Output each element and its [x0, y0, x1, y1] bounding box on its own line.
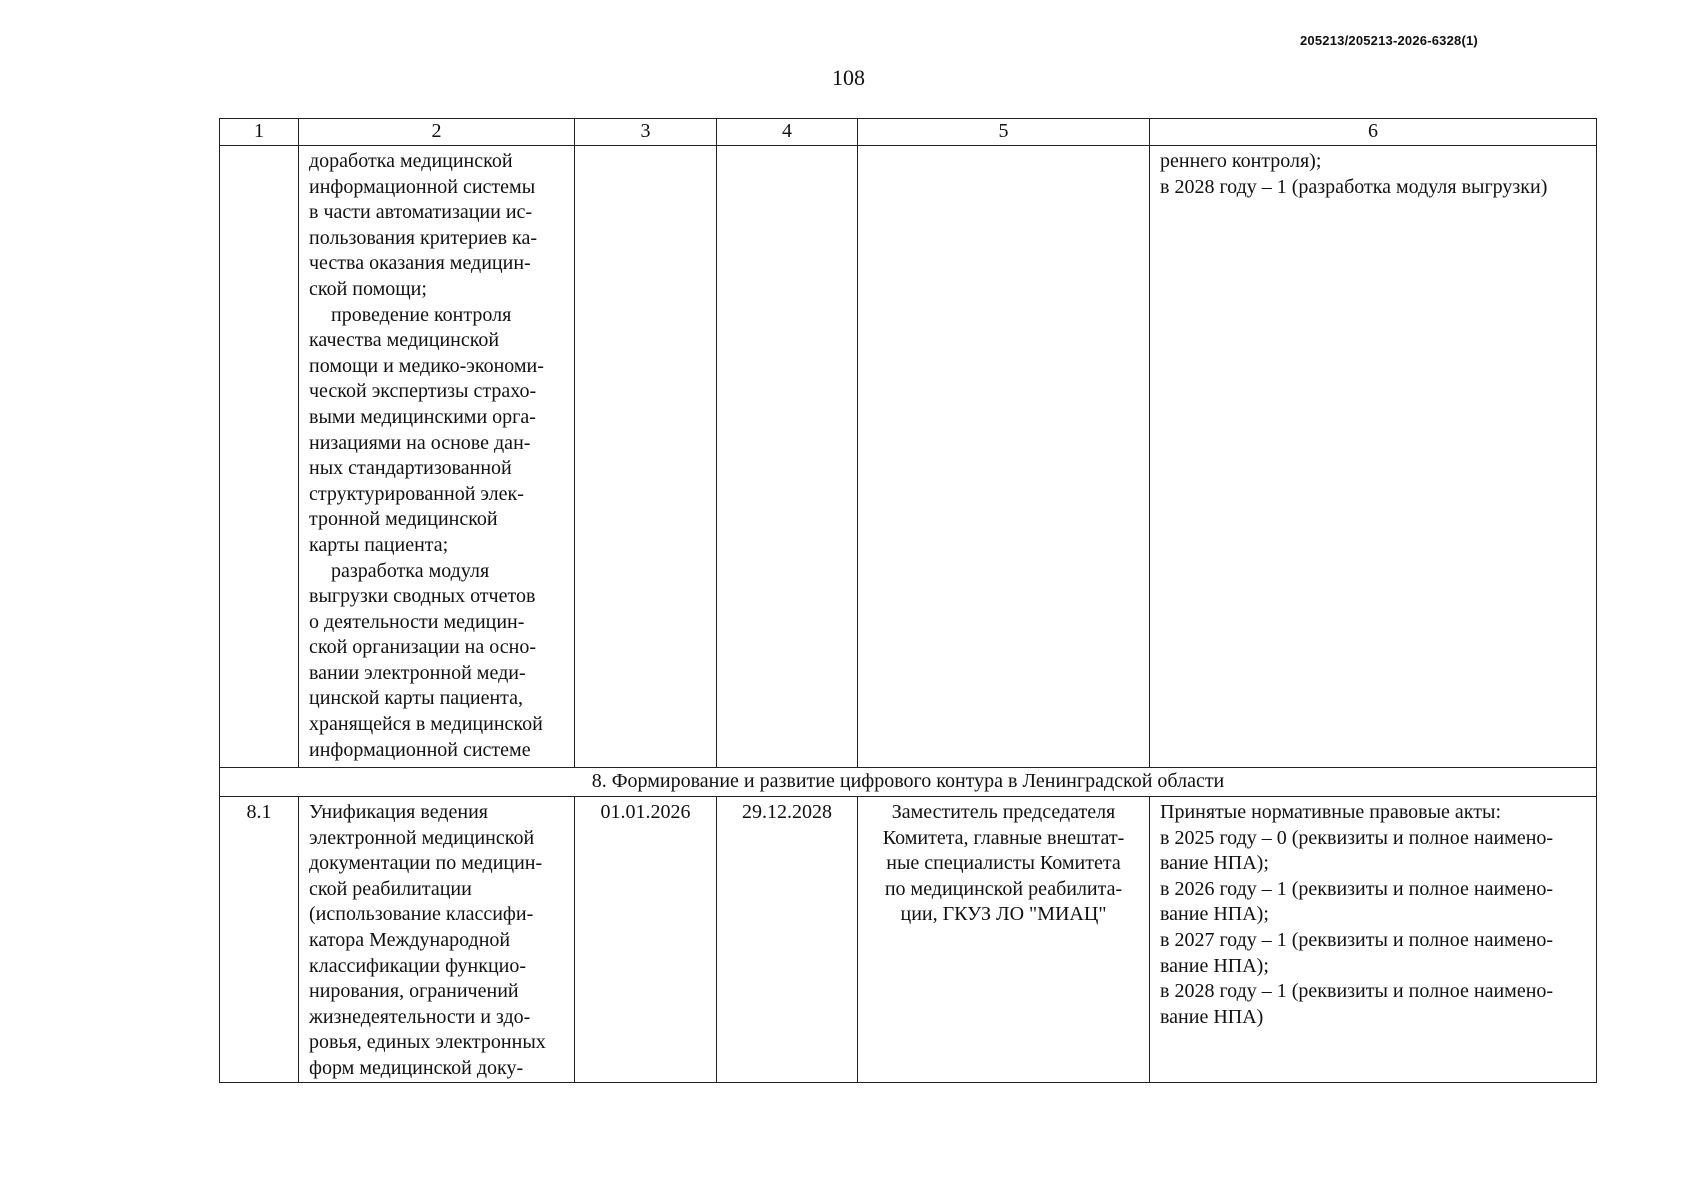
column-number: 2 — [299, 119, 575, 146]
text-line: вание НПА) — [1160, 1005, 1264, 1028]
end-date: 29.12.2028 — [742, 801, 832, 823]
number-cell — [220, 797, 299, 1083]
end-date-cell — [717, 146, 858, 768]
plan-table — [219, 118, 1597, 1083]
row-number: 8.1 — [246, 801, 272, 823]
start-date: 01.01.2026 — [600, 801, 691, 823]
document-id: 205213/205213-2026-6328(1) — [1300, 33, 1478, 48]
responsible-cell — [858, 797, 1150, 1083]
text-line: ных стандартизованной — [309, 457, 512, 480]
text-line: о деятельности медицин- — [309, 610, 525, 633]
text-line: вание НПА); — [1160, 954, 1269, 977]
text-line: в 2028 году – 1 (реквизиты и полное наимено- — [1160, 980, 1554, 1003]
section-title: 8. Формирование и развитие цифрового контура в Ленинградской области — [220, 768, 1597, 797]
text-line: ческой экспертизы страхо- — [309, 380, 537, 403]
text-line: нирования, ограничений — [309, 980, 519, 1003]
text-line: низациями на основе дан- — [309, 431, 531, 454]
text-line: классификации функцио- — [309, 954, 527, 977]
text-line: вание НПА); — [1160, 903, 1269, 926]
column-number: 4 — [717, 119, 858, 146]
text-line: ции, ГКУЗ ЛО "МИАЦ" — [900, 903, 1107, 926]
text-line: ской реабилитации — [309, 877, 472, 900]
text-line: в 2027 году – 1 (реквизиты и полное наимено- — [1160, 928, 1554, 951]
text-line: информационной системы — [309, 175, 536, 198]
text-line: форм медицинской доку- — [309, 1056, 524, 1079]
text-line: реннего контроля); — [1160, 150, 1322, 172]
start-date-cell — [575, 146, 717, 768]
text-line: ровья, единых электронных — [309, 1031, 546, 1054]
text-line: Принятые нормативные правовые акты: — [1160, 801, 1501, 823]
text-line: Унификация ведения — [309, 801, 488, 823]
section-row — [220, 768, 1597, 797]
text-line: информационной системе — [309, 738, 531, 761]
text-line: цинской карты пациента, — [309, 687, 524, 710]
column-number: 1 — [220, 119, 299, 146]
table-row-8-1 — [220, 797, 1597, 1083]
table-row-continued — [220, 146, 1597, 768]
text-line: вание НПА); — [1160, 852, 1269, 875]
text-line: по медицинской реабилита- — [884, 877, 1123, 900]
text-line: пользования критериев ка- — [309, 226, 537, 249]
text-line: в части автоматизации ис- — [309, 201, 533, 224]
text-line: ской помощи; — [309, 277, 427, 300]
text-line: в 2025 году – 0 (реквизиты и полное наимено- — [1160, 826, 1554, 849]
text-line: тронной медицинской — [309, 508, 498, 531]
text-line: выми медицинскими орга- — [309, 405, 536, 428]
text-line: карты пациента; — [309, 533, 449, 556]
text-line: жизнедеятельности и здо- — [309, 1005, 531, 1028]
text-line: катора Международной — [309, 928, 511, 951]
text-line: выгрузки сводных отчетов — [309, 585, 536, 608]
start-date-cell — [575, 797, 717, 1083]
text-line: проведение контроля — [331, 303, 512, 326]
text-line: качества медицинской — [309, 329, 500, 352]
text-line: разработка модуля — [331, 559, 490, 582]
text-line: хранящейся в медицинской — [309, 713, 543, 736]
column-number: 6 — [1150, 119, 1597, 146]
text-line: доработка медицинской — [309, 150, 513, 172]
column-number: 5 — [858, 119, 1150, 146]
text-line: в 2026 году – 1 (реквизиты и полное наимено- — [1160, 877, 1554, 900]
activity-cell — [299, 797, 575, 1083]
text-line: чества оказания медицин- — [309, 252, 531, 275]
text-line: ные специалисты Комитета — [886, 852, 1121, 875]
number-cell — [220, 146, 299, 768]
page-number: 108 — [832, 65, 865, 90]
text-line: (использование классифи- — [309, 903, 534, 926]
column-number: 3 — [575, 119, 717, 146]
responsible-cell — [858, 146, 1150, 768]
text-line: вании электронной меди- — [309, 661, 526, 684]
text-line: документации по медицин- — [309, 852, 543, 875]
text-line: помощи и медико-экономи- — [309, 354, 544, 377]
end-date-cell — [717, 797, 858, 1083]
text-line: в 2028 году – 1 (разработка модуля выгрузки) — [1160, 175, 1548, 198]
result-cell — [1150, 146, 1597, 768]
activity-cell — [299, 146, 575, 768]
text-line: Заместитель председателя — [891, 801, 1116, 823]
text-line: Комитета, главные внештат- — [882, 826, 1125, 849]
column-number-row — [220, 119, 1597, 146]
text-line: ской организации на осно- — [309, 636, 536, 659]
text-line: электронной медицинской — [309, 826, 535, 849]
result-cell — [1150, 797, 1597, 1083]
text-line: структурированной элек- — [309, 482, 524, 505]
